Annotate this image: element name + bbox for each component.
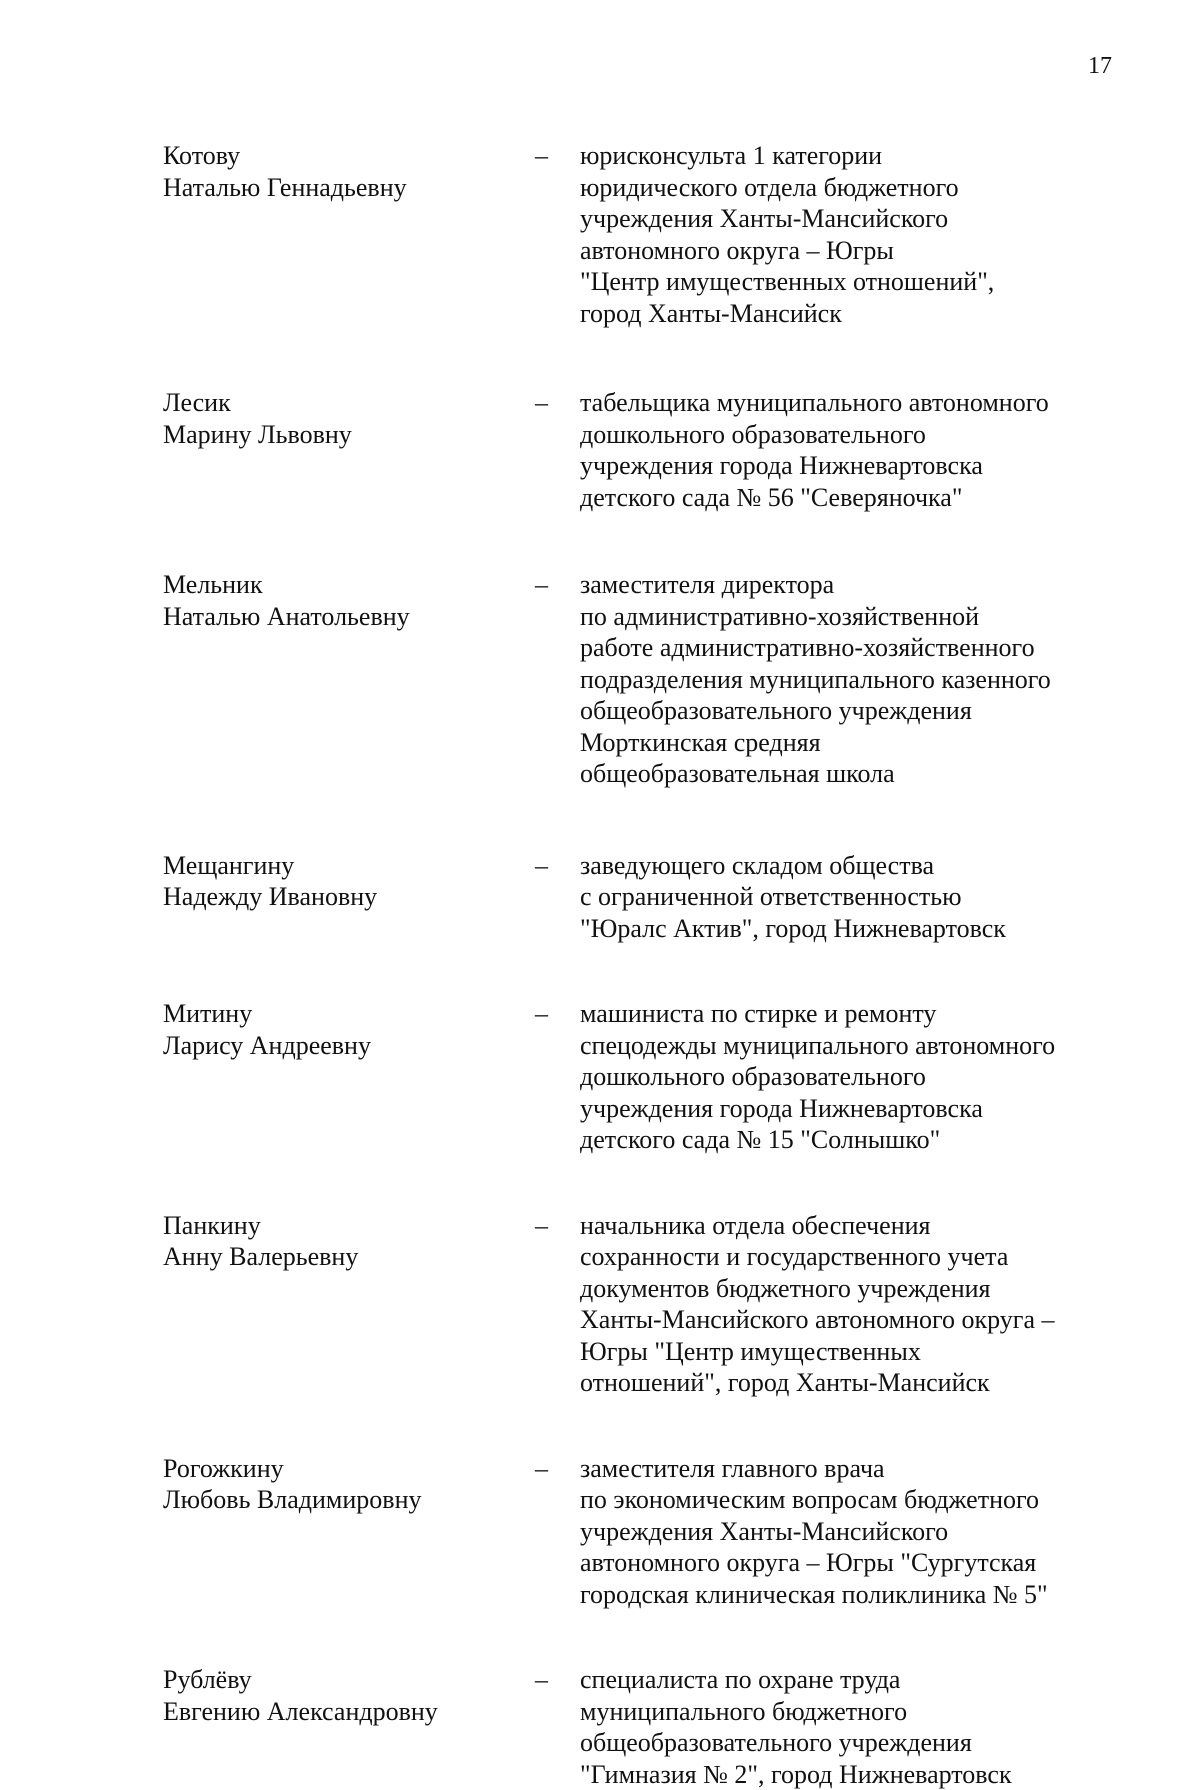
person-name	[163, 850, 535, 913]
dash-separator: –	[535, 998, 580, 1030]
list-item	[163, 1210, 1123, 1399]
position-line: "Гимназия № 2", город Нижневартовск	[580, 1759, 1100, 1790]
position-line: общеобразовательного учреждения	[580, 1727, 1100, 1759]
position-description	[580, 850, 1100, 945]
given-names: Наталью Анатольевну	[163, 601, 535, 633]
person-name	[163, 998, 535, 1061]
list-item	[163, 140, 1123, 329]
position-description	[580, 998, 1100, 1156]
position-line: по экономическим вопросам бюджетного	[580, 1484, 1100, 1516]
surname: Рогожкину	[163, 1453, 535, 1485]
dash-separator: –	[535, 850, 580, 882]
position-line: учреждения Ханты-Мансийского	[580, 203, 1100, 235]
position-line: учреждения города Нижневартовска	[580, 450, 1100, 482]
given-names: Марину Львовну	[163, 419, 535, 451]
position-line: городская клиническая поликлиника № 5"	[580, 1579, 1100, 1611]
position-line: заместителя главного врача	[580, 1453, 1100, 1485]
position-description	[580, 569, 1100, 790]
position-description	[580, 1210, 1100, 1399]
surname: Котову	[163, 140, 535, 172]
given-names: Анну Валерьевну	[163, 1241, 535, 1273]
position-line: специалиста по охране труда	[580, 1664, 1100, 1696]
position-line: табельщика муниципального автономного	[580, 387, 1100, 419]
award-list	[163, 86, 1123, 1790]
list-item	[163, 1453, 1123, 1611]
position-line: Ханты-Мансийского автономного округа –	[580, 1304, 1100, 1336]
position-line: юридического отдела бюджетного	[580, 172, 1100, 204]
given-names: Надежду Ивановну	[163, 881, 535, 913]
page-number: 17	[1088, 54, 1112, 78]
list-item	[163, 850, 1123, 945]
list-item	[163, 998, 1123, 1156]
position-line: начальника отдела обеспечения	[580, 1210, 1100, 1242]
position-line: документов бюджетного учреждения	[580, 1273, 1100, 1305]
dash-separator: –	[535, 1453, 580, 1485]
list-item	[163, 569, 1123, 790]
position-line: "Юралс Актив", город Нижневартовск	[580, 913, 1100, 945]
position-line: автономного округа – Югры	[580, 235, 1100, 267]
position-line: по административно-хозяйственной	[580, 601, 1100, 633]
dash-separator: –	[535, 1664, 580, 1696]
position-line: дошкольного образовательного	[580, 1061, 1100, 1093]
position-line: отношений", город Ханты-Мансийск	[580, 1367, 1100, 1399]
position-description	[580, 387, 1100, 513]
person-name	[163, 1210, 535, 1273]
position-line: муниципального бюджетного	[580, 1696, 1100, 1728]
given-names: Ларису Андреевну	[163, 1030, 535, 1062]
dash-separator: –	[535, 569, 580, 601]
position-line: сохранности и государственного учета	[580, 1241, 1100, 1273]
dash-separator: –	[535, 140, 580, 172]
person-name	[163, 1453, 535, 1516]
position-line: общеобразовательного учреждения	[580, 695, 1100, 727]
position-line: подразделения муниципального казенного	[580, 664, 1100, 696]
position-line: заведующего складом общества	[580, 850, 1100, 882]
dash-separator: –	[535, 387, 580, 419]
given-names: Наталью Геннадьевну	[163, 172, 535, 204]
person-name	[163, 387, 535, 450]
position-description	[580, 140, 1100, 329]
surname: Рублёву	[163, 1664, 535, 1696]
position-line: Югры "Центр имущественных	[580, 1336, 1100, 1368]
position-line: заместителя директора	[580, 569, 1100, 601]
surname: Митину	[163, 998, 535, 1030]
dash-separator: –	[535, 1210, 580, 1242]
position-line: дошкольного образовательного	[580, 419, 1100, 451]
position-line: учреждения города Нижневартовска	[580, 1093, 1100, 1125]
position-line: Морткинская средняя	[580, 727, 1100, 759]
given-names: Любовь Владимировну	[163, 1484, 535, 1516]
position-description	[580, 1664, 1100, 1790]
position-line: с ограниченной ответственностью	[580, 881, 1100, 913]
position-line: детского сада № 56 "Северяночка"	[580, 482, 1100, 514]
surname: Лесик	[163, 387, 535, 419]
position-description	[580, 1453, 1100, 1611]
position-line: "Центр имущественных отношений",	[580, 266, 1100, 298]
surname: Панкину	[163, 1210, 535, 1242]
position-line: работе административно-хозяйственного	[580, 632, 1100, 664]
position-line: автономного округа – Югры "Сургутская	[580, 1547, 1100, 1579]
position-line: спецодежды муниципального автономного	[580, 1030, 1100, 1062]
position-line: учреждения Ханты-Мансийского	[580, 1516, 1100, 1548]
person-name	[163, 140, 535, 203]
surname: Мельник	[163, 569, 535, 601]
list-item	[163, 387, 1123, 513]
person-name	[163, 569, 535, 632]
position-line: детского сада № 15 "Солнышко"	[580, 1124, 1100, 1156]
position-line: юрисконсульта 1 категории	[580, 140, 1100, 172]
position-line: машиниста по стирке и ремонту	[580, 998, 1100, 1030]
person-name	[163, 1664, 535, 1727]
position-line: общеобразовательная школа	[580, 758, 1100, 790]
position-line: город Ханты-Мансийск	[580, 298, 1100, 330]
list-item	[163, 1664, 1123, 1790]
surname: Мещангину	[163, 850, 535, 882]
given-names: Евгению Александровну	[163, 1696, 535, 1728]
